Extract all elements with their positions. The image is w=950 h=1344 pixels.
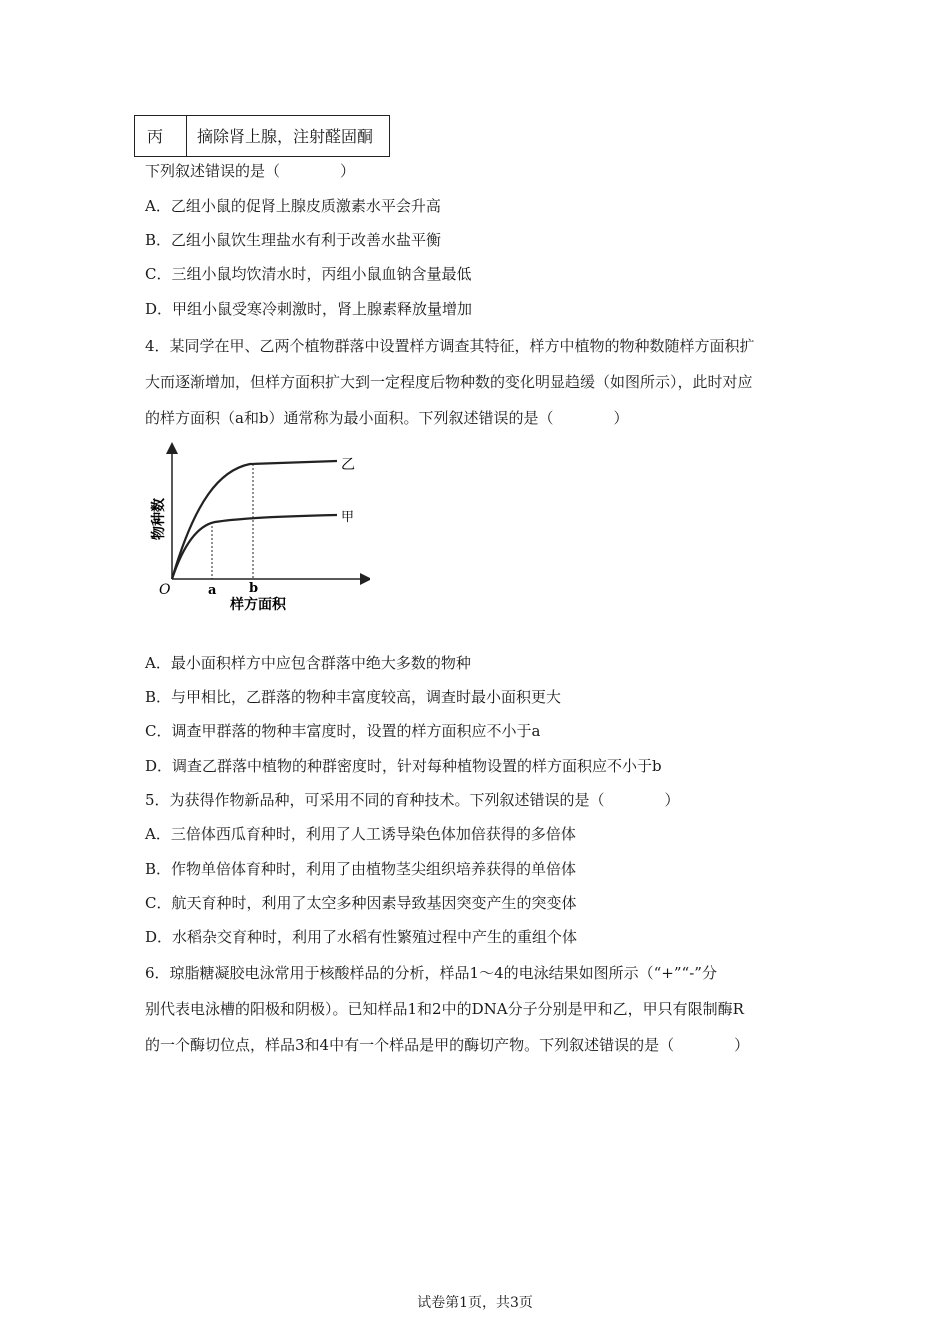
q4-option-c: C．调查甲群落的物种丰富度时，设置的样方面积应不小于a <box>145 722 541 740</box>
series-jia-curve <box>172 515 337 579</box>
experiment-table-row <box>134 115 390 157</box>
origin-label: O <box>159 582 171 598</box>
page-footer: 试卷第1页，共3页 <box>417 1295 533 1311</box>
q4-option-a: A．最小面积样方中应包含群落中绝大多数的物种 <box>145 654 471 672</box>
q4-stem-line3: 的样方面积（a和b）通常称为最小面积。下列叙述错误的是（ ） <box>145 409 629 427</box>
series-jia-label: 甲 <box>341 510 355 525</box>
table-cell-group: 丙 <box>135 116 187 156</box>
q5-option-a: A．三倍体西瓜育种时，利用了人工诱导染色体加倍获得的多倍体 <box>145 825 576 843</box>
q6-stem-line3: 的一个酶切位点，样品3和4中有一个样品是甲的酶切产物。下列叙述错误的是（ ） <box>145 1036 750 1054</box>
q5-option-d: D．水稻杂交育种时，利用了水稻有性繁殖过程中产生的重组个体 <box>145 928 578 946</box>
q5-stem: 5．为获得作物新品种，可采用不同的育种技术。下列叙述错误的是（ ） <box>145 791 680 809</box>
q4-option-b: B．与甲相比，乙群落的物种丰富度较高，调查时最小面积更大 <box>145 688 562 706</box>
q4-stem-line1: 4．某同学在甲、乙两个植物群落中设置样方调查其特征，样方中植物的物种数随样方面积扩 <box>145 337 755 355</box>
q3-stem: 下列叙述错误的是（ ） <box>145 162 356 180</box>
x-axis-label: 样方面积 <box>230 597 286 613</box>
q6-stem-line2: 别代表电泳槽的阳极和阴极）。已知样品1和2中的DNA分子分别是甲和乙，甲只有限制酶R <box>145 1000 744 1018</box>
q3-option-c: C．三组小鼠均饮清水时，丙组小鼠血钠含量最低 <box>145 265 472 283</box>
q4-stem-line2: 大而逐渐增加，但样方面积扩大到一定程度后物种数的变化明显趋缓（如图所示），此时对应 <box>145 373 753 391</box>
series-yi-curve <box>172 461 337 579</box>
q3-option-b: B．乙组小鼠饮生理盐水有利于改善水盐平衡 <box>145 231 442 249</box>
series-yi-label: 乙 <box>341 457 355 473</box>
q3-option-d: D．甲组小鼠受寒冷刺激时，肾上腺素释放量增加 <box>145 300 473 318</box>
q5-option-b: B．作物单倍体育种时，利用了由植物茎尖组织培养获得的单倍体 <box>145 860 577 878</box>
table-cell-treatment: 摘除肾上腺，注射醛固酮 <box>197 127 374 146</box>
q3-option-a: A．乙组小鼠的促肾上腺皮质激素水平会升高 <box>145 197 441 215</box>
x-tick-b: b <box>249 581 259 596</box>
species-area-chart <box>140 440 370 620</box>
x-tick-a: a <box>208 583 217 598</box>
q5-option-c: C．航天育种时，利用了太空多种因素导致基因突变产生的突变体 <box>145 894 577 912</box>
q6-stem-line1: 6．琼脂糖凝胶电泳常用于核酸样品的分析，样品1～4的电泳结果如图所示（“+”“-”分 <box>145 964 717 982</box>
q4-option-d: D．调查乙群落中植物的种群密度时，针对每种植物设置的样方面积应不小于b <box>145 757 662 775</box>
y-axis-label: 物种数 <box>151 498 167 540</box>
